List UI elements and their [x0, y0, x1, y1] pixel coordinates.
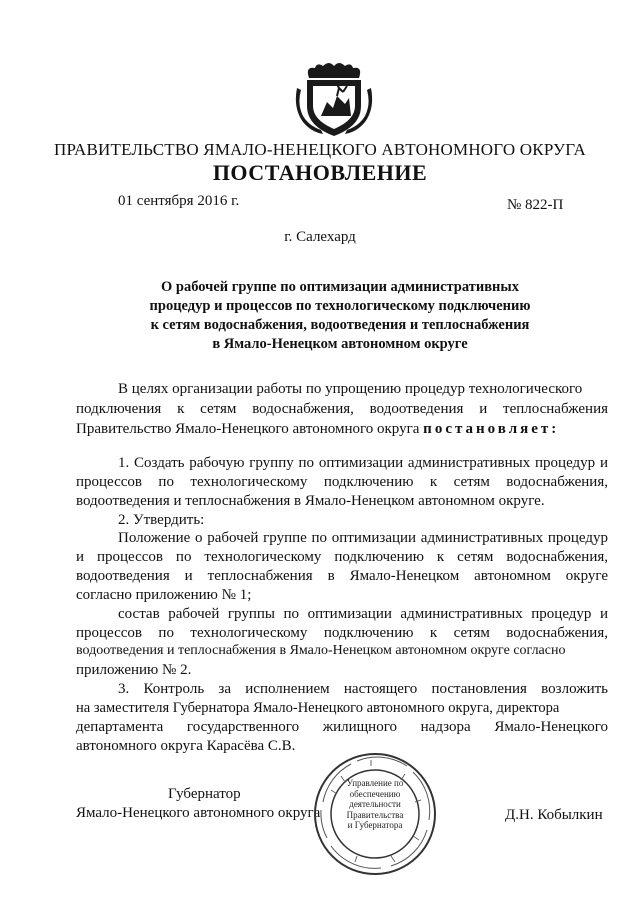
item-line: водоотведения и теплоснабжения в Ямало-Ненецком автономном округе: [76, 568, 608, 584]
stamp-line: Правительства: [346, 809, 404, 820]
preamble-line: В целях организации работы по упрощению процедур технологического: [118, 381, 583, 397]
document-number: № 822-П: [507, 197, 564, 213]
coat-of-arms-emblem: [293, 58, 375, 140]
item-line: процессов по технологическому подключению к сетям водоснабжения,: [76, 625, 608, 641]
stamp-inner-text: [331, 778, 419, 831]
item-line: водоотведения и теплоснабжения в Ямало-Ненецком автономном округе согласно: [76, 643, 566, 658]
title-line: в Ямало-Ненецком автономном округе: [212, 336, 468, 352]
item-line: состав рабочей группы по оптимизации административных процедур и: [118, 606, 608, 622]
government-name: ПРАВИТЕЛЬСТВО ЯМАЛО-НЕНЕЦКОГО АВТОНОМНОГО ОКРУГА: [54, 140, 586, 159]
item-line: автономного округа Карасёва С.В.: [76, 738, 296, 754]
item-line: департамента государственного жилищного надзора Ямало-Ненецкого: [76, 719, 608, 735]
stamp-line: и Губернатора: [347, 820, 403, 830]
item-line: водоотведения и теплоснабжения в Ямало-Ненецком автономном округе.: [76, 493, 545, 509]
document-date: 01 сентября 2016 г.: [118, 193, 240, 209]
item-line: 2. Утвердить:: [118, 512, 205, 528]
signatory-position: Губернатор: [168, 786, 241, 802]
document-type: ПОСТАНОВЛЕНИЕ: [212, 160, 428, 185]
signatory-name: Д.Н. Кобылкин: [505, 807, 603, 823]
item-line: 1. Создать рабочую группу по оптимизации административных процедур и: [118, 455, 608, 471]
stamp-line: обеспечению: [349, 788, 401, 799]
preamble-line: подключения к сетям водоснабжения, водоотведения и теплоснабжения: [76, 401, 608, 417]
item-line: приложению № 2.: [76, 662, 192, 678]
item-line: Положение о рабочей группе по оптимизации административных процедур: [118, 530, 608, 546]
document-city: г. Салехард: [284, 229, 356, 245]
decree-word: постановляет:: [423, 421, 560, 437]
title-line: О рабочей группе по оптимизации административных: [161, 279, 519, 295]
item-line: на заместителя Губернатора Ямало-Ненецкого автономного округа, директора: [76, 700, 560, 716]
item-line: и процессов по технологическому подключению к сетям водоснабжения,: [76, 549, 608, 565]
signatory-position: Ямало-Ненецкого автономного округа: [76, 805, 321, 821]
stamp-line: Управление по: [346, 778, 404, 788]
item-line: согласно приложению № 1;: [76, 587, 252, 603]
stamp-line: деятельности: [349, 799, 401, 809]
document-title: [120, 278, 560, 354]
title-line: к сетям водоснабжения, водоотведения и теплоснабжения: [150, 317, 530, 333]
official-stamp: [311, 750, 439, 878]
item-line: процессов по технологическому подключению к сетям водоснабжения,: [76, 474, 608, 490]
title-line: процедур и процессов по технологическому подключению: [149, 298, 531, 314]
preamble-line: [76, 421, 559, 438]
item-line: 3. Контроль за исполнением настоящего постановления возложить: [118, 681, 608, 697]
preamble-text: Правительство Ямало-Ненецкого автономного округа: [76, 421, 420, 437]
